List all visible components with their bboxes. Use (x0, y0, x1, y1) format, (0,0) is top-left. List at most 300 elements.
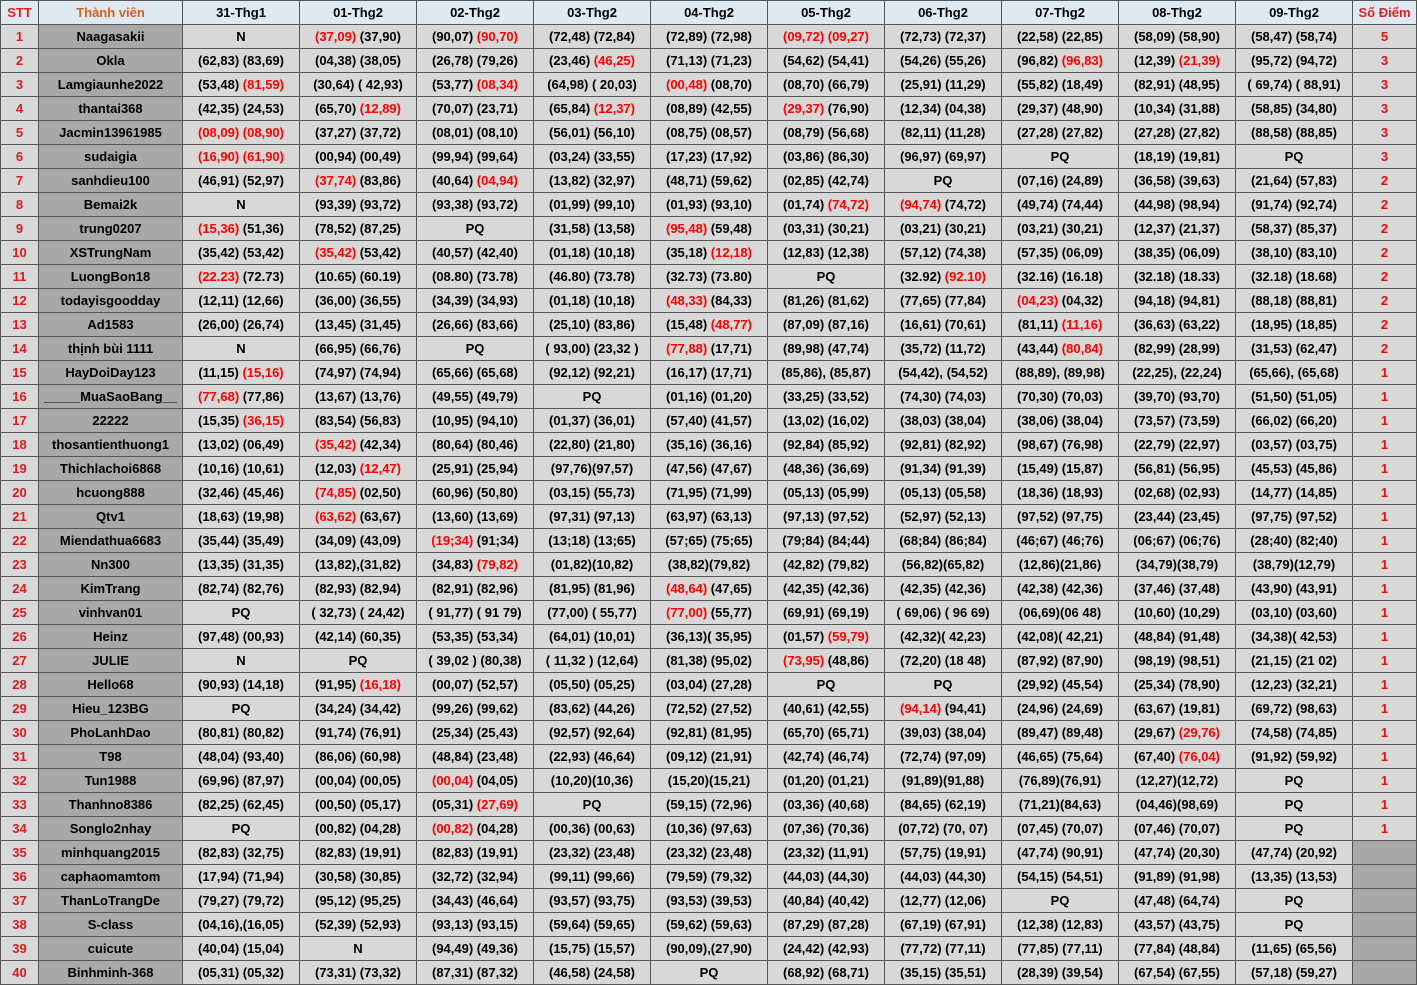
prediction-cell (1236, 457, 1353, 481)
prediction-text: PQ (1284, 149, 1304, 164)
prediction-cell (1236, 409, 1353, 433)
member-name[interactable]: hcuong888 (39, 481, 183, 505)
prediction-text: (87,92) (87,90) (1017, 653, 1103, 668)
member-name[interactable]: T98 (39, 745, 183, 769)
prediction-text: (79,59) (79,32) (666, 869, 752, 884)
header-date: 06-Thg2 (885, 1, 1002, 25)
member-name[interactable]: Qtv1 (39, 505, 183, 529)
prediction-text: (32.16) (16.18) (1017, 269, 1103, 284)
prediction-cell (885, 121, 1002, 145)
prediction-text: (46;67) (46;76) (1016, 533, 1104, 548)
prediction-cell (183, 577, 300, 601)
prediction-cell (534, 817, 651, 841)
prediction-cell (768, 913, 885, 937)
table-row (1, 529, 1417, 553)
prediction-text: (03,86) (86,30) (783, 149, 869, 164)
prediction-cell (300, 217, 417, 241)
member-name[interactable]: Okla (39, 49, 183, 73)
prediction-text: (57;65) (75;65) (665, 533, 753, 548)
prediction-cell (1002, 361, 1119, 385)
prediction-cell (1002, 913, 1119, 937)
member-name[interactable]: Ad1583 (39, 313, 183, 337)
prediction-cell (885, 961, 1002, 985)
prediction-cell (300, 865, 417, 889)
row-score: 1 (1353, 817, 1417, 841)
prediction-cell (768, 793, 885, 817)
prediction-text: (58,37) (85,37) (1251, 221, 1337, 236)
prediction-cell (417, 649, 534, 673)
prediction-cell (651, 673, 768, 697)
prediction-text: (86,06) (60,98) (315, 749, 401, 764)
prediction-cell (768, 121, 885, 145)
prediction-text: (25,10) (83,86) (549, 317, 635, 332)
prediction-text: (88,18) (88,81) (1251, 293, 1337, 308)
prediction-cell (300, 409, 417, 433)
row-score: 1 (1353, 433, 1417, 457)
prediction-cell (768, 673, 885, 697)
prediction-text: (97,48) (00,93) (198, 629, 284, 644)
prediction-text: (33,25) (33,52) (783, 389, 869, 404)
prediction-cell (183, 361, 300, 385)
prediction-text: ( 93,00) (23,32 ) (545, 341, 639, 356)
member-name[interactable]: LuongBon18 (39, 265, 183, 289)
prediction-text: (02,50) (356, 485, 401, 500)
prediction-text: (12,11) (12,66) (198, 293, 284, 308)
prediction-cell (1119, 241, 1236, 265)
prediction-text: (12,83) (12,38) (783, 245, 869, 260)
row-score: 1 (1353, 673, 1417, 697)
member-name[interactable]: trung0207 (39, 217, 183, 241)
prediction-hit: (12,47) (359, 461, 401, 476)
prediction-text: (16,17) (17,71) (666, 365, 752, 380)
prediction-cell (1236, 913, 1353, 937)
member-name[interactable]: minhquang2015 (39, 841, 183, 865)
prediction-cell (534, 145, 651, 169)
prediction-cell (768, 145, 885, 169)
prediction-text: (28,39) (39,54) (1017, 965, 1103, 980)
member-name[interactable]: vinhvan01 (39, 601, 183, 625)
prediction-text: (18,19) (19,81) (1134, 149, 1220, 164)
prediction-cell (1119, 361, 1236, 385)
prediction-cell (417, 553, 534, 577)
row-stt: 39 (1, 937, 39, 961)
prediction-cell (534, 193, 651, 217)
prediction-cell (885, 193, 1002, 217)
prediction-text: (29,37) (48,90) (1017, 101, 1103, 116)
prediction-cell (1236, 169, 1353, 193)
prediction-cell (651, 25, 768, 49)
member-name[interactable]: Nn300 (39, 553, 183, 577)
prediction-text: (43,90) (43,91) (1251, 581, 1337, 596)
member-name[interactable]: Heinz (39, 625, 183, 649)
prediction-text: (59,64) (59,65) (549, 917, 635, 932)
header-date: 09-Thg2 (1236, 1, 1353, 25)
prediction-text: (83,86) (356, 173, 401, 188)
prediction-cell (1002, 313, 1119, 337)
prediction-text: PQ (348, 653, 368, 668)
prediction-text: N (236, 341, 246, 356)
prediction-text: (56,82)(65,82) (901, 557, 985, 572)
prediction-text: (26,66) (83,66) (432, 317, 518, 332)
member-name[interactable]: sudaigia (39, 145, 183, 169)
table-row (1, 409, 1417, 433)
member-name[interactable]: Hieu_123BG (39, 697, 183, 721)
member-name[interactable]: Thichlachoi6868 (39, 457, 183, 481)
prediction-cell (534, 625, 651, 649)
prediction-cell (1002, 961, 1119, 985)
prediction-text: (81,26) (81,62) (783, 293, 869, 308)
prediction-text: (04,16),(16,05) (198, 917, 284, 932)
prediction-cell (768, 961, 885, 985)
prediction-cell (183, 25, 300, 49)
prediction-cell (651, 601, 768, 625)
prediction-text: (42,38) (42,36) (1017, 581, 1103, 596)
prediction-cell (768, 265, 885, 289)
prediction-text: (40,57) (42,40) (432, 245, 518, 260)
prediction-text: (95,12) (95,25) (315, 893, 401, 908)
prediction-text: (77,00) ( 55,77) (547, 605, 637, 620)
prediction-text: (15,48) (665, 317, 711, 332)
prediction-cell (300, 745, 417, 769)
table-row (1, 961, 1417, 985)
table-row (1, 361, 1417, 385)
prediction-cell (417, 337, 534, 361)
prediction-cell (1119, 865, 1236, 889)
prediction-cell (768, 25, 885, 49)
prediction-text: (08,75) (08,57) (666, 125, 752, 140)
prediction-text: (66,95) (66,76) (315, 341, 401, 356)
row-score: 1 (1353, 481, 1417, 505)
prediction-text: (08.80) (73.78) (432, 269, 518, 284)
member-name[interactable]: Thanhno8386 (39, 793, 183, 817)
prediction-cell (651, 505, 768, 529)
prediction-text: (35,42) (53,42) (198, 245, 284, 260)
member-name[interactable]: Lamgiaunhe2022 (39, 73, 183, 97)
prediction-text: (58,85) (34,80) (1251, 101, 1337, 116)
row-score: 1 (1353, 553, 1417, 577)
prediction-cell (885, 409, 1002, 433)
prediction-cell (534, 457, 651, 481)
prediction-cell (1236, 649, 1353, 673)
prediction-cell (1119, 409, 1236, 433)
row-stt: 9 (1, 217, 39, 241)
prediction-text: (05,13) (05,99) (783, 485, 869, 500)
prediction-text: N (236, 197, 246, 212)
prediction-text: (53,42) (356, 245, 401, 260)
prediction-cell (885, 217, 1002, 241)
header-row (1, 1, 1417, 25)
prediction-text: (44,03) (44,30) (783, 869, 869, 884)
prediction-cell (534, 25, 651, 49)
prediction-cell (183, 889, 300, 913)
member-name[interactable]: thosantienthuong1 (39, 433, 183, 457)
prediction-text: (21,64) (57,83) (1251, 173, 1337, 188)
prediction-cell (183, 409, 300, 433)
prediction-text: (82,93) (82,94) (315, 581, 401, 596)
prediction-cell (1236, 793, 1353, 817)
prediction-cell (1002, 577, 1119, 601)
prediction-text: (57,40) (41,57) (666, 413, 752, 428)
member-name[interactable]: PhoLanhDao (39, 721, 183, 745)
prediction-cell (1002, 505, 1119, 529)
prediction-cell (651, 169, 768, 193)
prediction-cell (534, 865, 651, 889)
row-stt: 18 (1, 433, 39, 457)
prediction-text: (39,03) (38,04) (900, 725, 986, 740)
prediction-text: (15,20)(15,21) (667, 773, 751, 788)
prediction-cell (183, 217, 300, 241)
row-stt: 14 (1, 337, 39, 361)
row-score (1353, 865, 1417, 889)
prediction-text: N (236, 653, 246, 668)
row-stt: 34 (1, 817, 39, 841)
prediction-text: (84,33) (707, 293, 752, 308)
prediction-cell (885, 673, 1002, 697)
member-name[interactable]: ThanLoTrangDe (39, 889, 183, 913)
member-name[interactable]: Bemai2k (39, 193, 183, 217)
prediction-text: (92,81) (81,95) (666, 725, 752, 740)
member-name[interactable]: Binhminh-368 (39, 961, 183, 985)
prediction-cell (183, 433, 300, 457)
prediction-cell (768, 313, 885, 337)
prediction-text: (18,95) (18,85) (1251, 317, 1337, 332)
prediction-cell (885, 49, 1002, 73)
prediction-text: (72,89) (72,98) (666, 29, 752, 44)
prediction-text: (02,85) (42,74) (783, 173, 869, 188)
prediction-text: ( 11,32 ) (12,64) (545, 653, 639, 668)
prediction-text: (25,34) (25,43) (432, 725, 518, 740)
member-name[interactable]: Jacmin13961985 (39, 121, 183, 145)
prediction-cell (300, 721, 417, 745)
prediction-text: (10,16) (10,61) (198, 461, 284, 476)
row-score: 2 (1353, 217, 1417, 241)
prediction-cell (1119, 553, 1236, 577)
prediction-cell (183, 337, 300, 361)
prediction-text: (91,89)(91,88) (901, 773, 985, 788)
prediction-cell (1119, 793, 1236, 817)
prediction-text: (98,19) (98,51) (1134, 653, 1220, 668)
prediction-cell (1002, 673, 1119, 697)
prediction-text: (91,89) (91,98) (1134, 869, 1220, 884)
prediction-text: (26,78) (79,26) (432, 53, 518, 68)
prediction-cell (651, 793, 768, 817)
member-name[interactable]: cuicute (39, 937, 183, 961)
prediction-cell (885, 97, 1002, 121)
member-name[interactable]: HayDoiDay123 (39, 361, 183, 385)
prediction-cell (300, 841, 417, 865)
prediction-text: (49,55) (49,79) (432, 389, 518, 404)
prediction-cell (651, 745, 768, 769)
prediction-text: (23,32) (11,91) (783, 845, 869, 860)
prediction-cell (768, 217, 885, 241)
member-name[interactable]: sanhdieu100 (39, 169, 183, 193)
table-row (1, 121, 1417, 145)
prediction-cell (1236, 529, 1353, 553)
prediction-cell (1119, 889, 1236, 913)
prediction-hit: (19;34) (431, 533, 474, 548)
prediction-text: (01,16) (01,20) (666, 389, 752, 404)
table-row (1, 841, 1417, 865)
prediction-text: PQ (816, 677, 836, 692)
prediction-text: (12,34) (04,38) (900, 101, 986, 116)
prediction-text: (05,13) (05,58) (900, 485, 986, 500)
table-row (1, 601, 1417, 625)
prediction-text: (47,74) (20,92) (1251, 845, 1337, 860)
prediction-cell (1236, 481, 1353, 505)
prediction-cell (1236, 25, 1353, 49)
member-name[interactable]: Naagasakii (39, 25, 183, 49)
member-name[interactable]: Songlo2nhay (39, 817, 183, 841)
row-stt: 30 (1, 721, 39, 745)
prediction-cell (1002, 721, 1119, 745)
prediction-cell (768, 769, 885, 793)
prediction-cell (1002, 601, 1119, 625)
row-stt: 12 (1, 289, 39, 313)
row-score: 2 (1353, 169, 1417, 193)
prediction-text: (17,23) (17,92) (666, 149, 752, 164)
prediction-hit: (94,74) (899, 197, 942, 212)
prediction-cell (885, 625, 1002, 649)
prediction-cell (417, 409, 534, 433)
member-name[interactable]: thịnh bùi 1111 (39, 337, 183, 361)
table-row (1, 49, 1417, 73)
prediction-text: PQ (465, 341, 485, 356)
prediction-text: (01,18) (10,18) (549, 245, 635, 260)
prediction-cell (1002, 817, 1119, 841)
prediction-cell (534, 889, 651, 913)
prediction-hit: (77,00) (665, 605, 708, 620)
prediction-text: (51,50) (51,05) (1251, 389, 1337, 404)
prediction-cell (534, 601, 651, 625)
table-row (1, 553, 1417, 577)
row-stt: 32 (1, 769, 39, 793)
prediction-cell (1119, 313, 1236, 337)
prediction-cell (651, 913, 768, 937)
prediction-text: (38,06) (38,04) (1017, 413, 1103, 428)
prediction-text: (12,86)(21,86) (1018, 557, 1102, 572)
prediction-cell (300, 73, 417, 97)
prediction-cell (885, 73, 1002, 97)
prediction-cell (885, 793, 1002, 817)
member-name[interactable]: _____MuaSaoBang__ (39, 385, 183, 409)
row-score: 1 (1353, 361, 1417, 385)
prediction-cell (1236, 49, 1353, 73)
prediction-cell (1236, 361, 1353, 385)
prediction-text: (36,00) (36,55) (315, 293, 401, 308)
prediction-cell (651, 265, 768, 289)
row-score: 2 (1353, 337, 1417, 361)
prediction-text: (01,74) (782, 197, 828, 212)
prediction-text: (79,27) (79,72) (198, 893, 284, 908)
prediction-text: (79;84) (84;44) (782, 533, 870, 548)
member-name[interactable]: XSTrungNam (39, 241, 183, 265)
member-name[interactable]: Hello68 (39, 673, 183, 697)
prediction-cell (534, 289, 651, 313)
prediction-text: (65,66) (65,68) (432, 365, 518, 380)
prediction-text: (42,34) (356, 437, 401, 452)
prediction-hit: (80,84) (1061, 341, 1103, 356)
prediction-text: (87,31) (87,32) (432, 965, 518, 980)
prediction-cell (1119, 601, 1236, 625)
member-name[interactable]: 22222 (39, 409, 183, 433)
prediction-cell (1002, 793, 1119, 817)
prediction-text: (34,43) (46,64) (432, 893, 518, 908)
prediction-cell (768, 889, 885, 913)
prediction-cell (417, 457, 534, 481)
prediction-text: (58,09) (58,90) (1134, 29, 1220, 44)
prediction-cell (1119, 625, 1236, 649)
prediction-cell (1002, 481, 1119, 505)
prediction-text: (52,39) (52,93) (315, 917, 401, 932)
header-date: 02-Thg2 (417, 1, 534, 25)
table-row (1, 73, 1417, 97)
prediction-cell (183, 145, 300, 169)
prediction-cell (534, 529, 651, 553)
prediction-cell (300, 433, 417, 457)
prediction-cell (183, 265, 300, 289)
row-stt: 22 (1, 529, 39, 553)
row-stt: 20 (1, 481, 39, 505)
prediction-text: (77,72) (77,11) (900, 941, 986, 956)
table-row (1, 721, 1417, 745)
prediction-text: (85,86), (85,87) (781, 365, 871, 380)
prediction-text: (38,79)(12,79) (1252, 557, 1336, 572)
prediction-cell (885, 577, 1002, 601)
prediction-text: (15,49) (15,87) (1017, 461, 1103, 476)
prediction-cell (1002, 745, 1119, 769)
prediction-text: (47,74) (20,30) (1134, 845, 1220, 860)
prediction-cell (885, 481, 1002, 505)
member-name[interactable]: caphaomamtom (39, 865, 183, 889)
prediction-text: (89,98) (47,74) (783, 341, 869, 356)
prediction-cell (183, 553, 300, 577)
prediction-text: (10.65) (60.19) (315, 269, 401, 284)
prediction-cell (183, 937, 300, 961)
prediction-cell (300, 625, 417, 649)
prediction-cell (183, 505, 300, 529)
prediction-cell (885, 241, 1002, 265)
prediction-cell (1236, 337, 1353, 361)
member-name[interactable]: S-class (39, 913, 183, 937)
member-name[interactable]: KimTrang (39, 577, 183, 601)
prediction-cell (885, 649, 1002, 673)
prediction-cell (885, 361, 1002, 385)
prediction-cell (651, 937, 768, 961)
prediction-cell (417, 289, 534, 313)
prediction-text: (55,82) (18,49) (1017, 77, 1103, 92)
prediction-cell (1002, 457, 1119, 481)
row-stt: 15 (1, 361, 39, 385)
prediction-text: (83,62) (44,26) (549, 701, 635, 716)
prediction-cell (651, 337, 768, 361)
member-name[interactable]: JULIE (39, 649, 183, 673)
prediction-text: (10,95) (94,10) (432, 413, 518, 428)
prediction-text: (53,77) (431, 77, 477, 92)
prediction-cell (1236, 73, 1353, 97)
row-stt: 37 (1, 889, 39, 913)
prediction-cell (417, 961, 534, 985)
prediction-text: (57,75) (19,91) (900, 845, 986, 860)
member-name[interactable]: Miendathua6683 (39, 529, 183, 553)
member-name[interactable]: Tun1988 (39, 769, 183, 793)
prediction-text: (48,84) (23,48) (432, 749, 518, 764)
member-name[interactable]: thantai368 (39, 97, 183, 121)
member-name[interactable]: todayisgoodday (39, 289, 183, 313)
prediction-text: (03,04) (27,28) (666, 677, 752, 692)
prediction-cell (534, 265, 651, 289)
header-member: Thành viên (39, 1, 183, 25)
prediction-cell (183, 697, 300, 721)
